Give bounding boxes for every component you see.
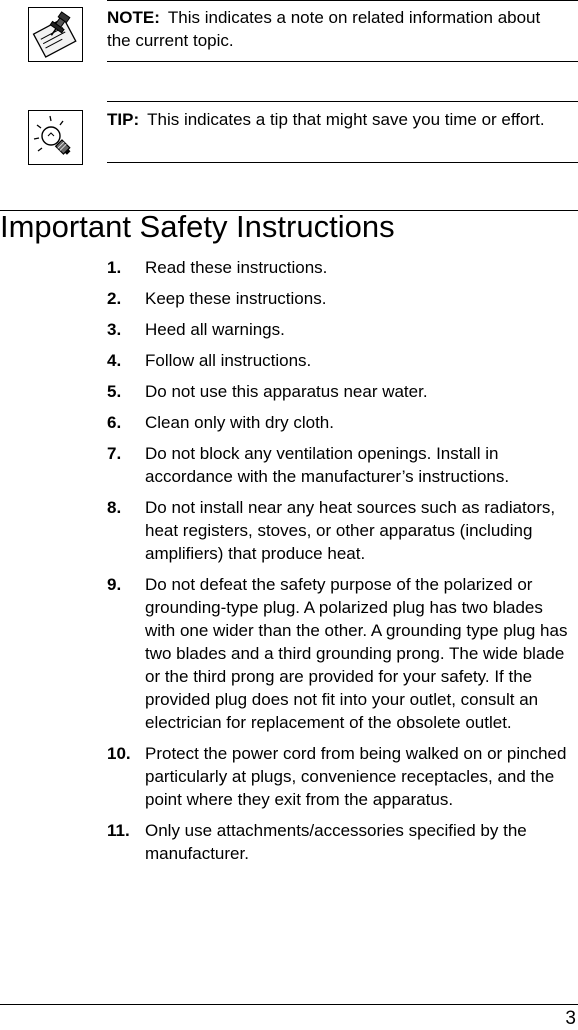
list-item (0, 496, 578, 565)
note-label: NOTE: (107, 8, 160, 27)
list-item (0, 573, 578, 734)
list-item (0, 318, 578, 341)
tip-body: This indicates a tip that might save you time or effort. (147, 110, 545, 129)
list-item-number: 11. (107, 821, 130, 840)
note-text-block (107, 6, 567, 52)
list-item-text: Read these instructions. (145, 258, 328, 277)
list-item-number: 2. (107, 289, 122, 308)
list-item (0, 349, 578, 372)
tip-icon-box (28, 110, 83, 165)
tip-label: TIP: (107, 110, 140, 129)
list-item-number: 9. (107, 575, 122, 594)
list-item (0, 256, 578, 279)
list-item-number: 3. (107, 320, 122, 339)
note-top-rule (107, 0, 578, 1)
page-number: 3 (565, 1008, 576, 1029)
tip-text-block (107, 108, 567, 131)
list-item (0, 380, 578, 403)
pushpin-note-icon (29, 8, 82, 61)
list-item-text: Do not install near any heat sources such as radiators, heat registers, stoves, or other apparatus (including amplifiers) that produce heat. (145, 498, 556, 563)
list-item (0, 287, 578, 310)
list-item-number: 6. (107, 413, 122, 432)
tip-top-rule (107, 101, 578, 102)
section-heading: Important Safety Instructions (0, 209, 395, 244)
list-item-text: Protect the power cord from being walked on or pinched particularly at plugs, convenience receptacles, and the point where they exit from the apparatus. (145, 744, 567, 809)
list-item-text: Follow all instructions. (145, 351, 312, 370)
lightbulb-icon (29, 111, 82, 164)
safety-instructions-list (0, 256, 578, 873)
note-bottom-rule (107, 61, 578, 62)
list-item (0, 742, 578, 811)
list-item-number: 1. (107, 258, 122, 277)
list-item-text: Do not use this apparatus near water. (145, 382, 428, 401)
list-item (0, 819, 578, 865)
tip-bottom-rule (107, 162, 578, 163)
list-item-number: 7. (107, 444, 122, 463)
list-item-text: Heed all warnings. (145, 320, 285, 339)
list-item-number: 5. (107, 382, 122, 401)
list-item-text: Do not block any ventilation openings. Install in accordance with the manufacturer’s instructions. (145, 444, 510, 486)
list-item-text: Do not defeat the safety purpose of the polarized or grounding-type plug. A polarized plug has two blades with one wider than the other. A grounding type plug has two blades and a third grounding prong. The wide blade or the third prong are provided for your safety. If the provided plug does not fit into your outlet, consult an electrician for replacement of the obsolete outlet. (145, 575, 568, 732)
list-item-text: Clean only with dry cloth. (145, 413, 334, 432)
list-item-number: 8. (107, 498, 122, 517)
list-item-number: 10. (107, 744, 131, 763)
footer-rule (0, 1004, 578, 1005)
list-item-text: Only use attachments/accessories specified by the manufacturer. (145, 821, 527, 863)
list-item (0, 411, 578, 434)
note-body: This indicates a note on related information about the current topic. (107, 8, 541, 50)
note-icon-box (28, 7, 83, 62)
list-item-text: Keep these instructions. (145, 289, 327, 308)
list-item-number: 4. (107, 351, 122, 370)
list-item (0, 442, 578, 488)
